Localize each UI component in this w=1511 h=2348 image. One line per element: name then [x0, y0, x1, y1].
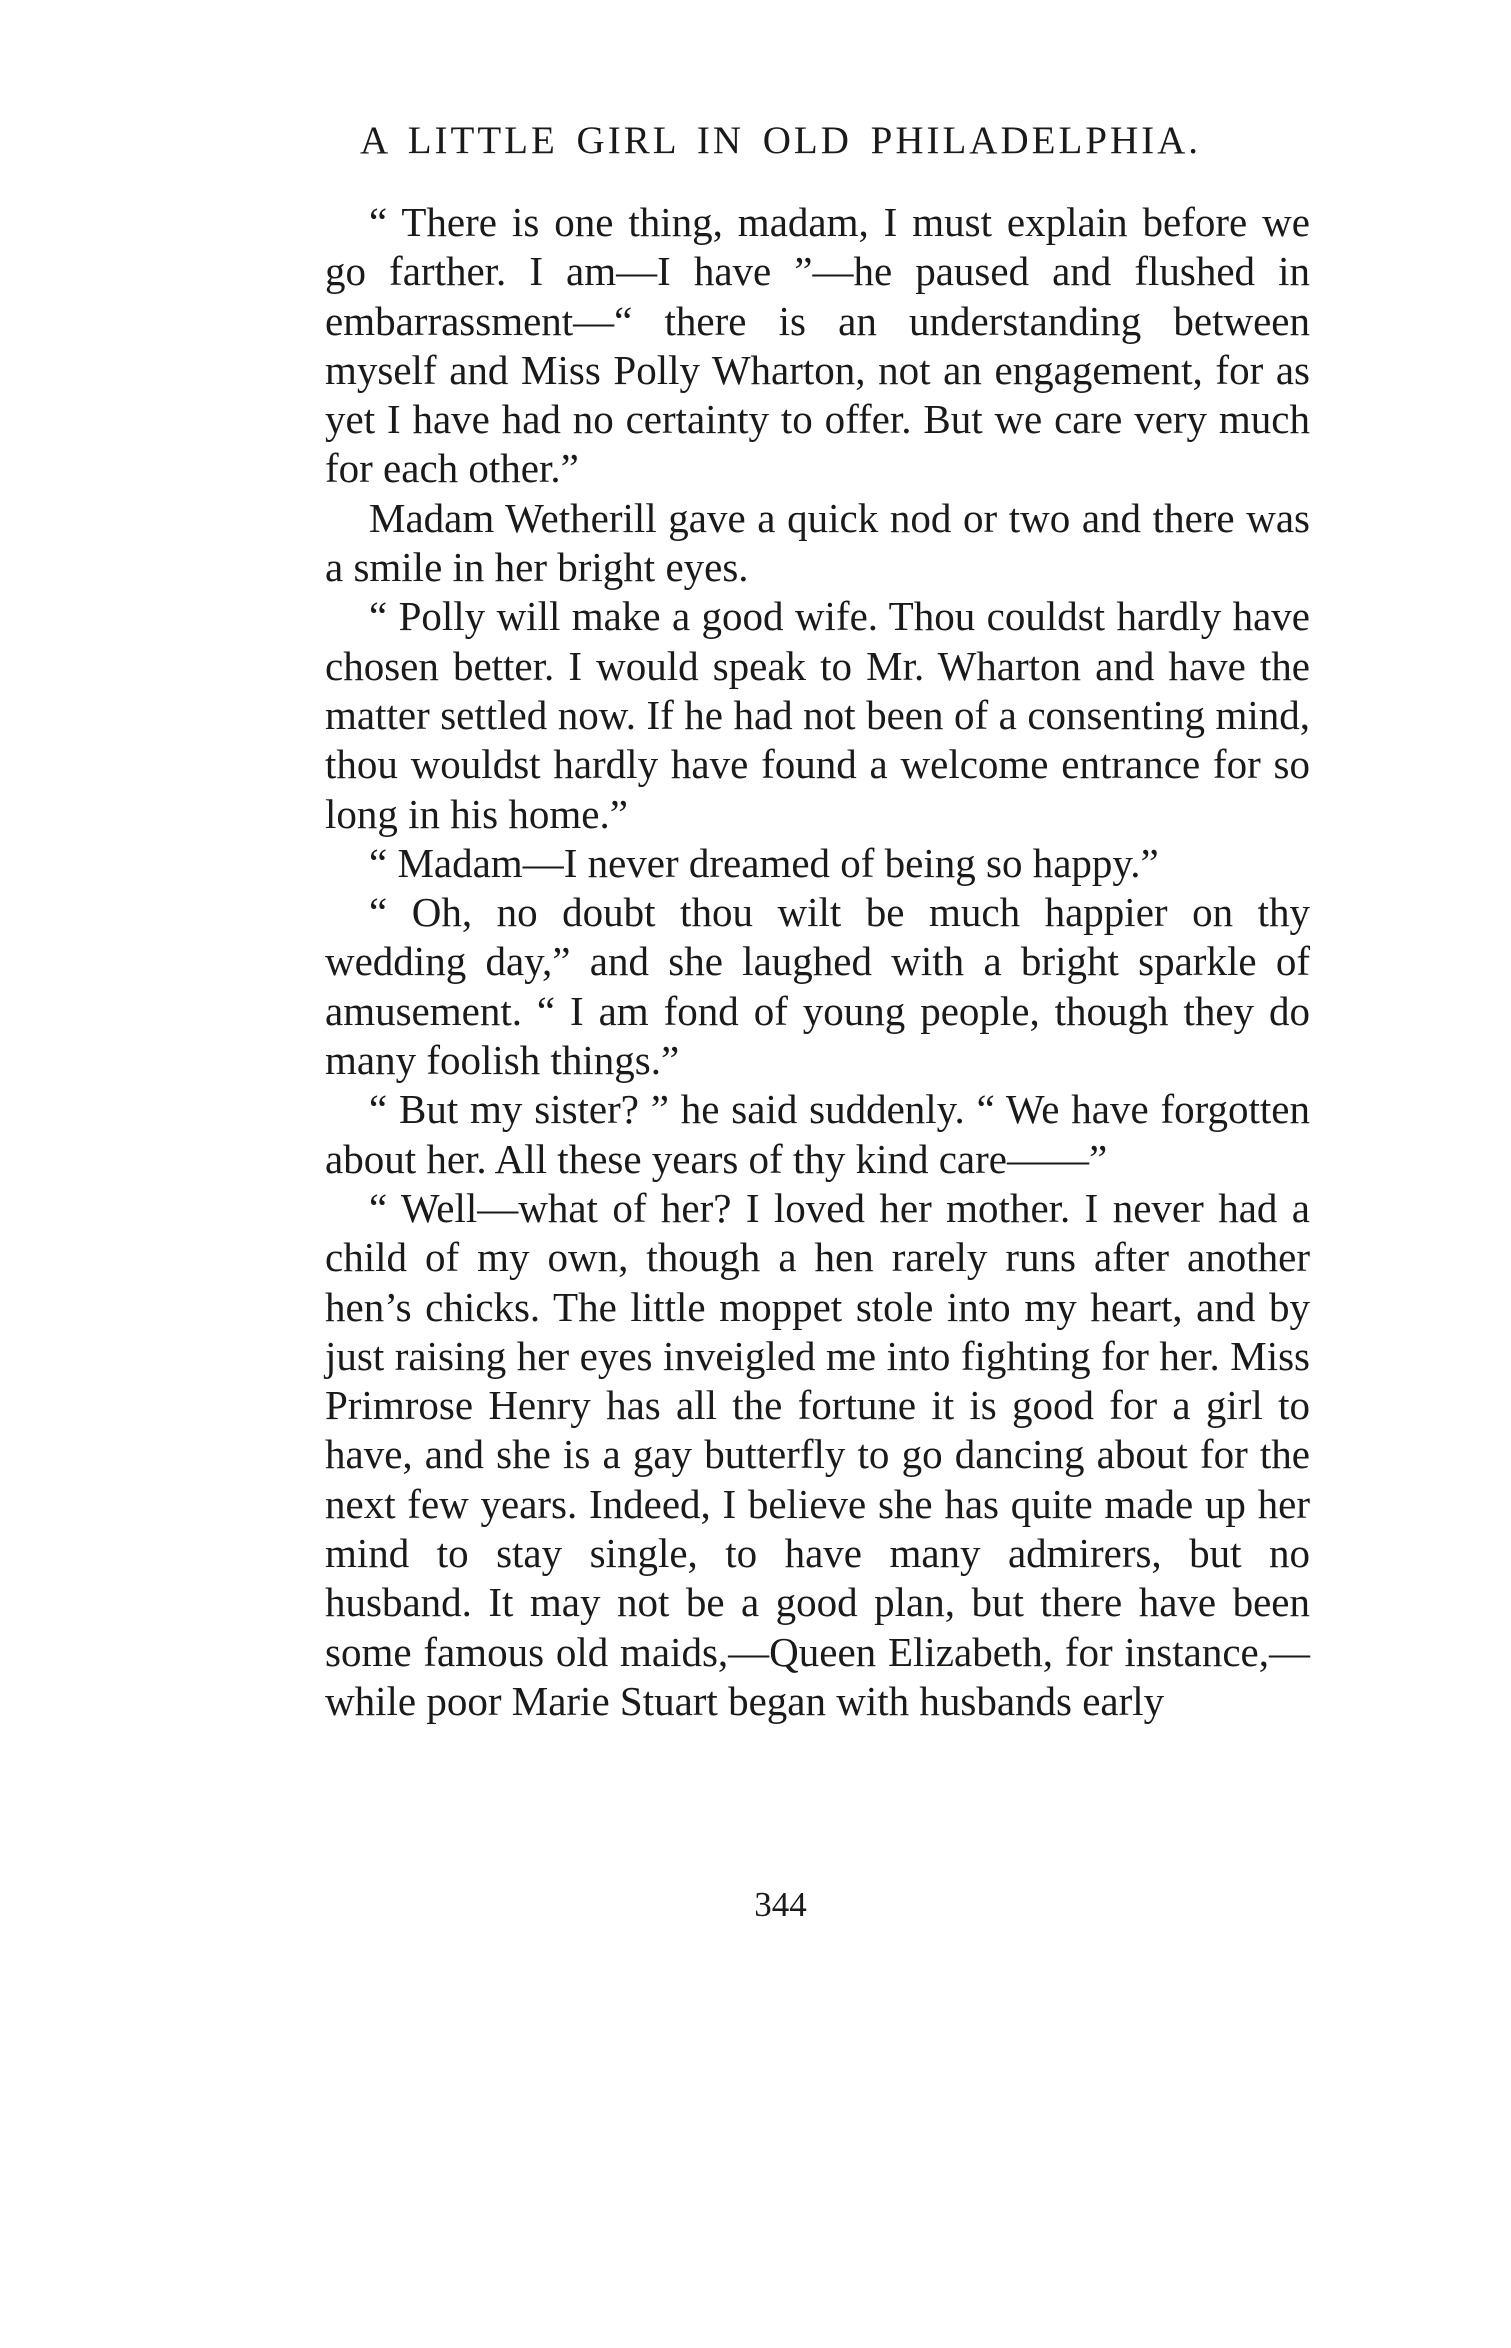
paragraph: “ Polly will make a good wife. Thou couldst hardly have chosen better. I would speak to Mr. Wharton and have the matter settled now. If he had not been of a consenting mind, thou wouldst hardly have found a welcome entrance for so long in his home.”: [325, 593, 1310, 837]
body-text: [325, 198, 1310, 1726]
page-number: 344: [754, 1885, 807, 1924]
paragraph: “ Oh, no doubt thou wilt be much happier on thy wedding day,” and she laughed with a bright sparkle of amusement. “ I am fond of young people, though they do many foolish things.”: [325, 889, 1310, 1084]
paragraph: “ Madam—I never dreamed of being so happy.”: [369, 839, 1159, 886]
paragraph: “ Well—what of her? I loved her mother. I never had a child of my own, though a hen rarely runs after another hen’s chicks. The little moppet stole into my heart, and by just raising her eyes inveigled me into fighting for her. Miss Primrose Henry has all the fortune it is good for a girl to have, and she is a gay butterfly to go dancing about for the next few years. Indeed, I believe she has quite made up her mind to stay single, to have many admirers, but no husband. It may not be a good plan, but there have been some famous old maids,—Queen Elizabeth, for instance,— while poor Marie Stuart began with husbands early: [325, 1184, 1310, 1724]
paragraph: “ There is one thing, madam, I must explain before we go farther. I am—I have ”—he paused and flushed in embarrassment—“ there is an understanding between myself and Miss Polly Wharton, not an engagement, for as yet I have had no certainty to offer. But we care very much for each other.”: [325, 199, 1310, 492]
running-head: A LITTLE GIRL IN OLD PHILADELPHIA.: [359, 119, 1202, 162]
paragraph: Madam Wetherill gave a quick nod or two and there was a smile in her bright eyes.: [325, 494, 1310, 591]
paragraph: “ But my sister? ” he said suddenly. “ We have forgotten about her. All these years of thy kind care——”: [325, 1086, 1310, 1182]
